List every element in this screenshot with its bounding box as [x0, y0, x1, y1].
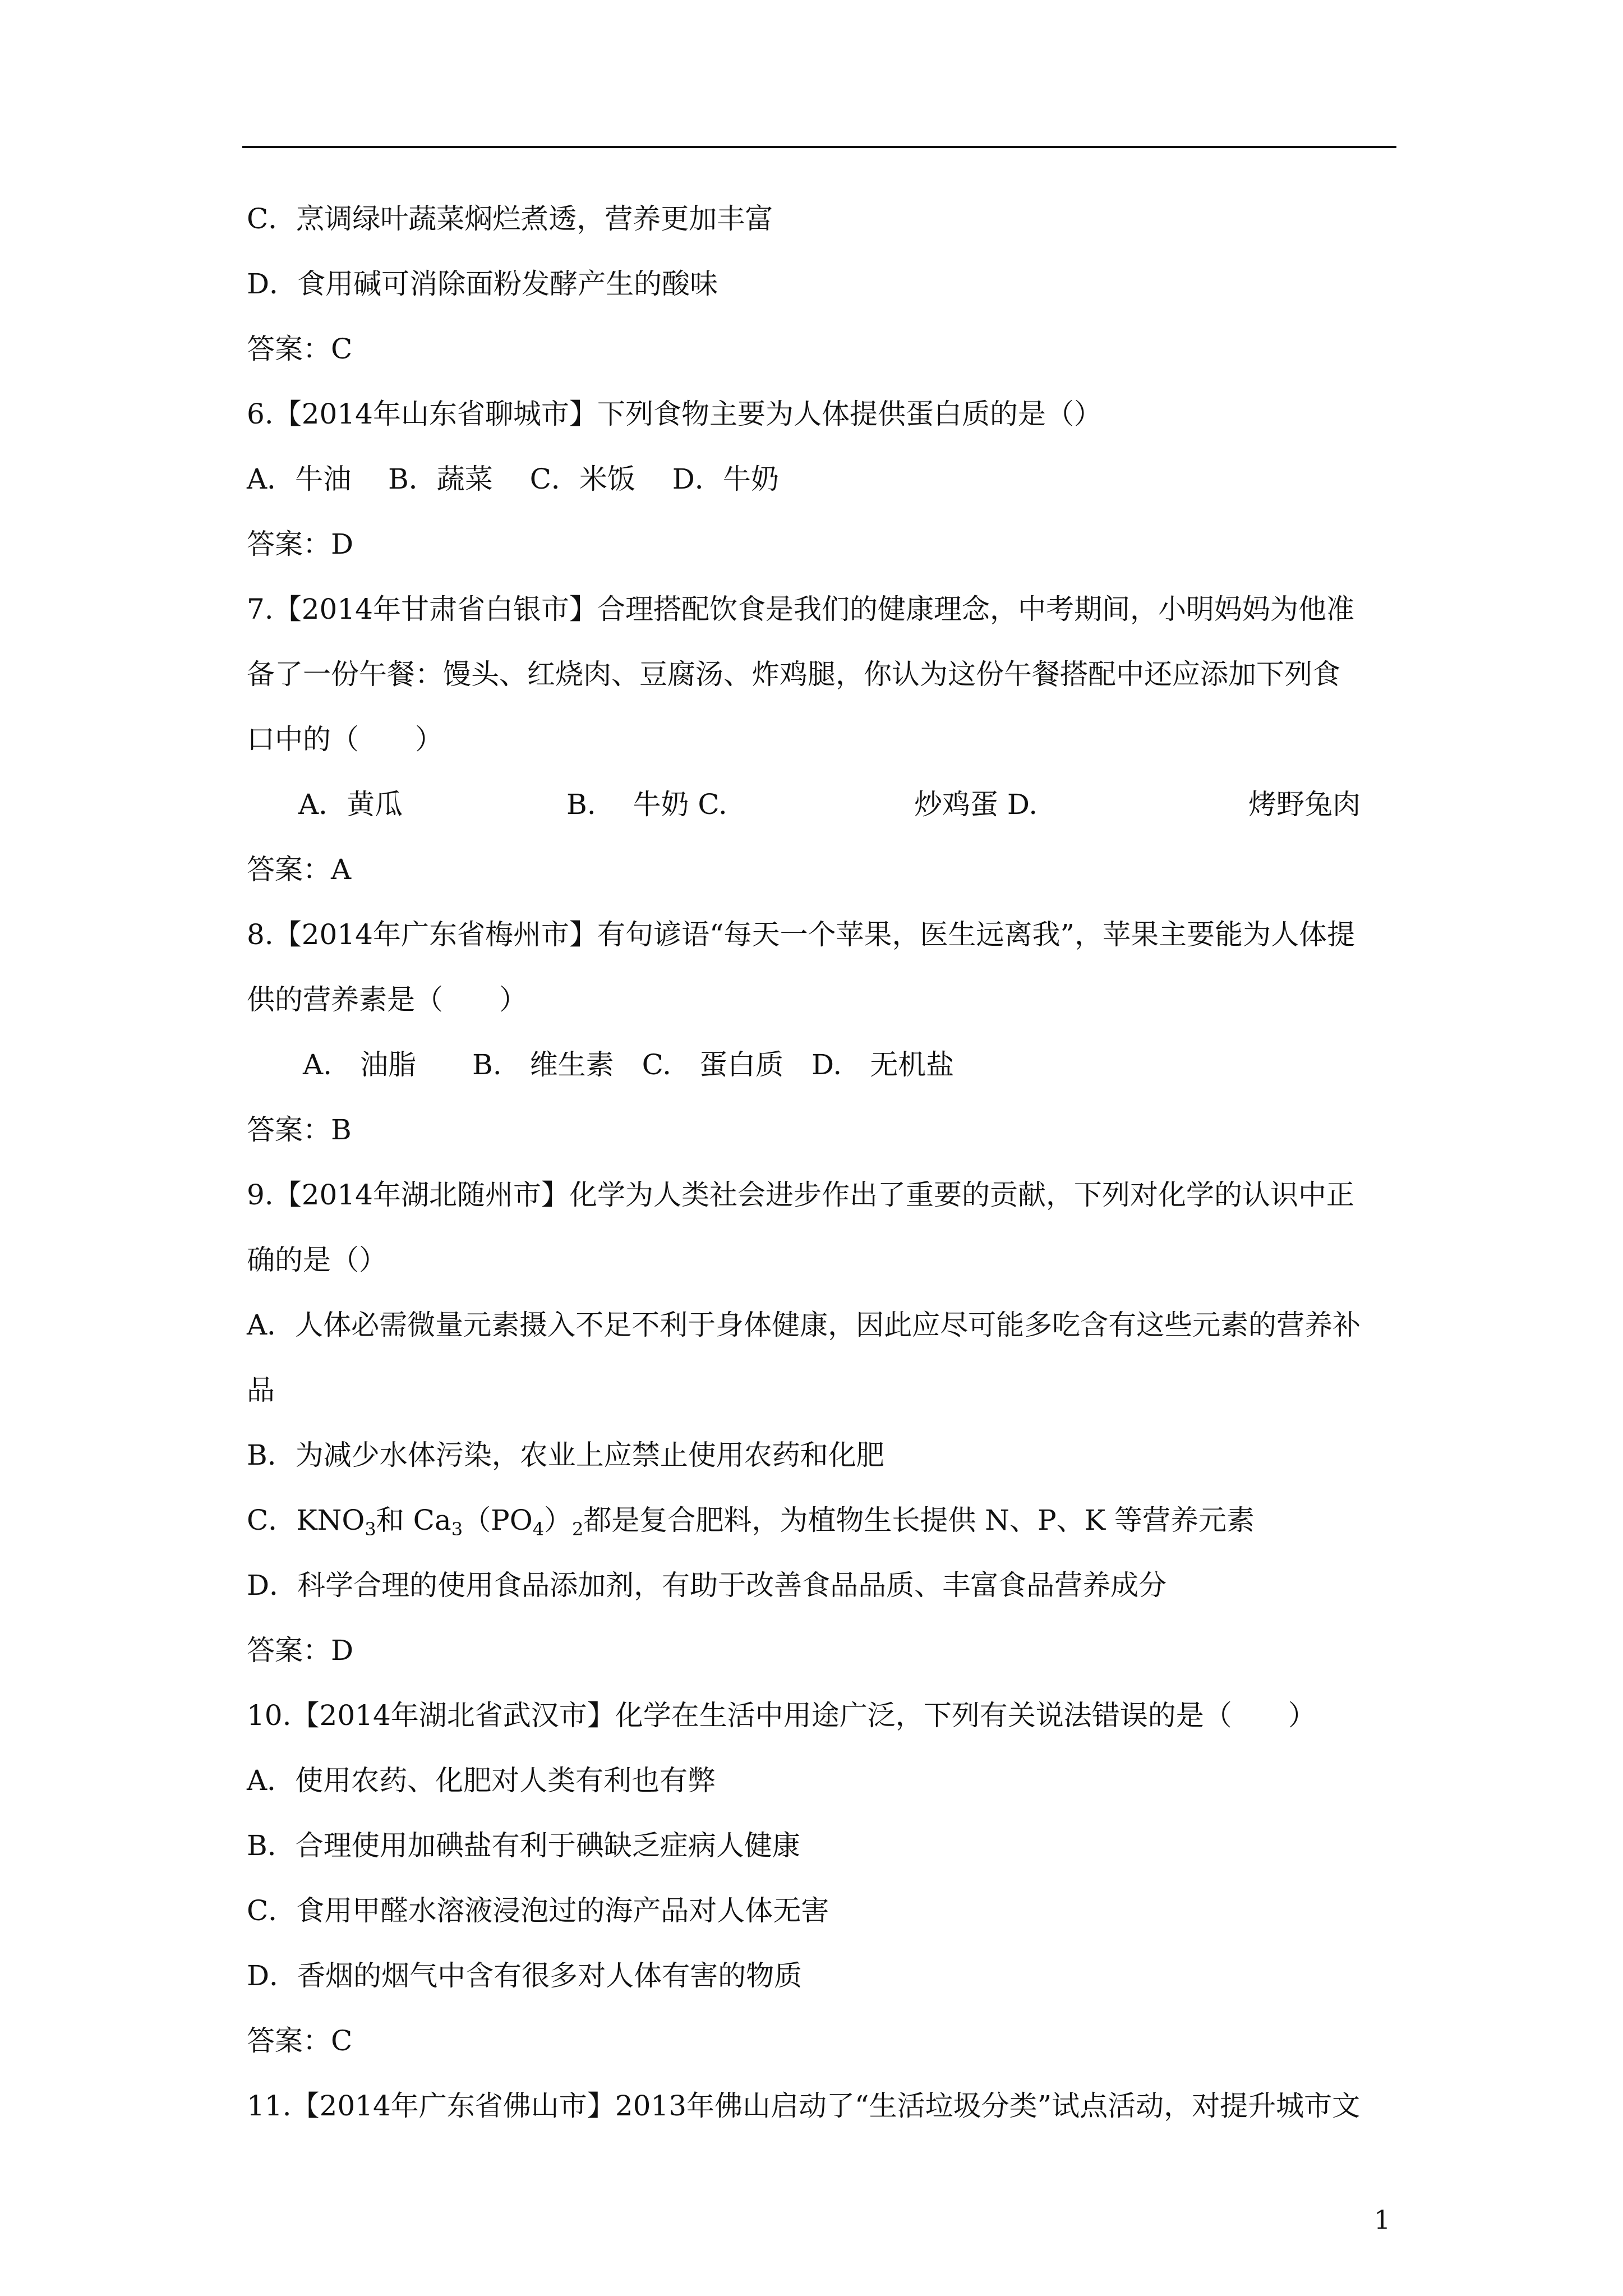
option-d: 烤野兔肉: [1248, 788, 1361, 821]
text-line: 品: [247, 1374, 275, 1406]
question-8: 8.【2014年广东省梅州市】有句谚语“每天一个苹果，医生远离我”，苹果主要能为人体提: [247, 918, 1355, 951]
text-line: 供的营养素是（ ）: [247, 983, 527, 1016]
text-span: ）: [544, 1504, 573, 1536]
text-line: D．科学合理的使用食品添加剂，有助于改善食品品质、丰富食品营养成分: [247, 1569, 1167, 1602]
question-7: 7.【2014年甘肃省白银市】合理搭配饮食是我们的健康理念，中考期间，小明妈妈为他准: [247, 593, 1354, 625]
answer-line: 答案：B: [247, 1114, 352, 1146]
subscript: 3: [451, 1519, 463, 1540]
text-line: 备了一份午餐：馒头、红烧肉、豆腐汤、炸鸡腿，你认为这份午餐搭配中还应添加下列食: [247, 658, 1340, 691]
question-6: 6.【2014年山东省聊城市】下列食物主要为人体提供蛋白质的是（）: [247, 398, 1102, 430]
text-span: 和 Ca: [376, 1504, 451, 1536]
subscript: 3: [365, 1519, 376, 1540]
text-line: B．合理使用加碘盐有利于碘缺乏症病人健康: [247, 1829, 800, 1862]
answer-line: 答案：C: [247, 333, 353, 365]
answer-line: 答案：C: [247, 2024, 353, 2057]
options-line: A. 油脂 B. 维生素 C. 蛋白质 D. 无机盐: [303, 1048, 955, 1081]
answer-line: 答案：A: [247, 853, 352, 886]
text-line: D．食用碱可消除面粉发酵产生的酸味: [247, 268, 718, 300]
question-9: 9.【2014年湖北随州市】化学为人类社会进步作出了重要的贡献，下列对化学的认识中正: [247, 1179, 1354, 1211]
text-line: C．烹调绿叶蔬菜焖烂煮透，营养更加丰富: [247, 203, 773, 235]
options-line: A．牛油 B．蔬菜 C．米饭 D．牛奶: [247, 463, 779, 495]
text-line: A．人体必需微量元素摄入不足不利于身体健康，因此应尽可能多吃含有这些元素的营养补: [247, 1309, 1361, 1341]
chem-formula-line: [247, 1503, 1402, 1568]
question-10: 10.【2014年湖北省武汉市】化学在生活中用途广泛，下列有关说法错误的是（ ）: [247, 1699, 1316, 1732]
subscript: 2: [572, 1519, 584, 1540]
text-line: D．香烟的烟气中含有很多对人体有害的物质: [247, 1959, 803, 1992]
text-line: 确的是（）: [247, 1244, 387, 1276]
option-b: B. 牛奶 C.: [566, 788, 727, 821]
text-line: C．食用甲醛水溶液浸泡过的海产品对人体无害: [247, 1894, 829, 1927]
option-c: 炒鸡蛋 D.: [914, 788, 1038, 821]
options-line: [247, 788, 1402, 853]
text-span: 都是复合肥料，为植物生长提供 N、P、K 等营养元素: [583, 1504, 1255, 1536]
answer-line: 答案：D: [247, 528, 354, 560]
text-line: A．使用农药、化肥对人类有利也有弊: [247, 1764, 716, 1797]
answer-line: 答案：D: [247, 1634, 354, 1667]
header-rule: [242, 146, 1396, 148]
text-span: （PO: [463, 1504, 533, 1536]
option-a: A．黄瓜: [298, 788, 403, 821]
subscript: 4: [532, 1519, 545, 1540]
text-span: C．KNO: [247, 1504, 365, 1536]
text-line: B．为减少水体污染，农业上应禁止使用农药和化肥: [247, 1439, 884, 1471]
document-body: [247, 202, 1402, 2154]
text-line: 口中的（ ）: [247, 723, 443, 756]
page-number: 1: [1374, 2205, 1391, 2235]
question-11: 11.【2014年广东省佛山市】2013年佛山启动了“生活垃圾分类”试点活动，对提升城市文: [247, 2090, 1361, 2122]
